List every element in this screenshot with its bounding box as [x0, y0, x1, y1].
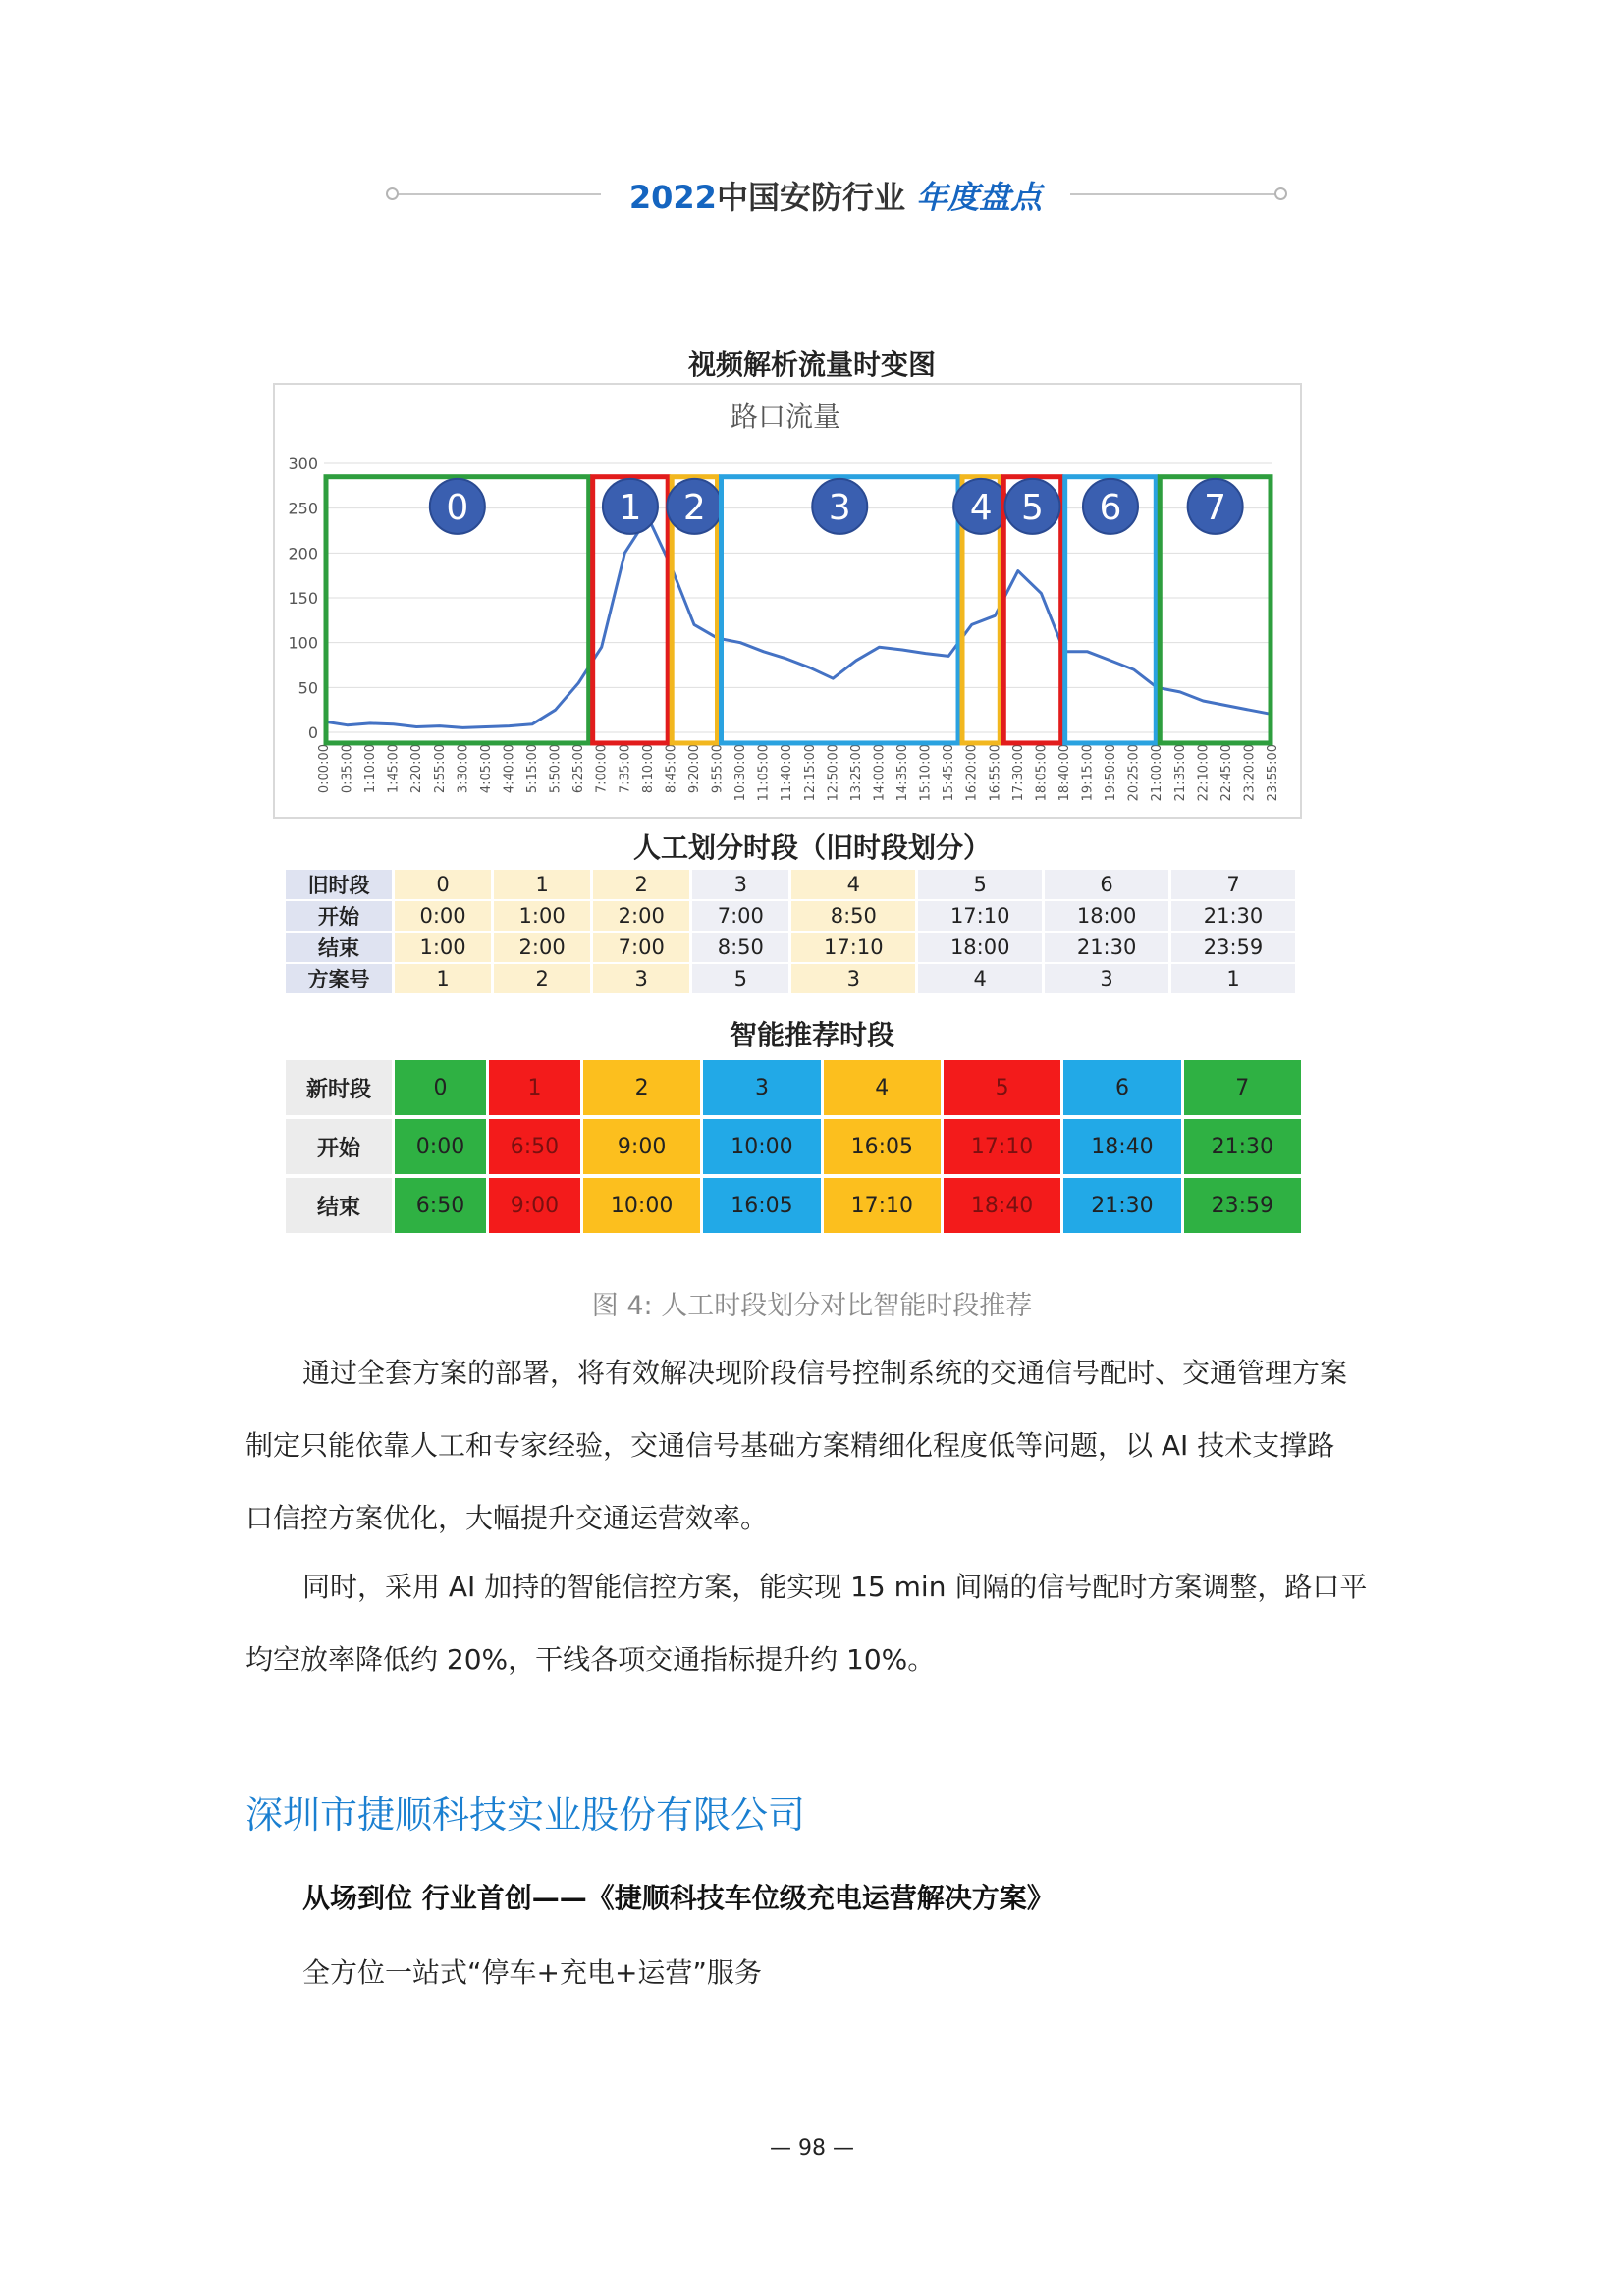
- x-tick-label: 3:30:00: [456, 744, 471, 794]
- segment-badge-label: 4: [969, 487, 993, 528]
- smart-cell: 2: [583, 1060, 700, 1115]
- x-tick-label: 16:55:00: [988, 744, 1003, 802]
- traffic-flow-chart: [273, 383, 1302, 819]
- smart-cell: 23:59: [1184, 1178, 1301, 1233]
- x-tick-label: 6:25:00: [571, 744, 587, 794]
- manual-segment-table: [283, 868, 1298, 995]
- x-tick-label: 16:20:00: [964, 744, 980, 802]
- smart-cell: 16:05: [703, 1178, 820, 1233]
- smart-cell: 0:00: [395, 1119, 486, 1174]
- manual-cell: 17:10: [791, 933, 915, 962]
- paragraph-2-line: 同时，采用 AI 加持的智能信控方案，能实现 15 min 间隔的信号配时方案调整，路口平: [302, 1571, 1368, 1603]
- smart-cell: 21:30: [1184, 1119, 1301, 1174]
- segment-badge-label: 2: [682, 487, 706, 528]
- x-tick-label: 8:45:00: [664, 744, 679, 794]
- y-tick-label: 200: [288, 544, 318, 563]
- x-tick-label: 0:00:00: [317, 744, 332, 794]
- manual-cell: 7:00: [593, 933, 689, 962]
- x-tick-label: 12:50:00: [826, 744, 841, 802]
- x-tick-label: 23:20:00: [1242, 744, 1258, 802]
- manual-cell: 5: [692, 964, 788, 993]
- manual-cell: 21:30: [1045, 933, 1168, 962]
- x-tick-label: 1:45:00: [386, 744, 402, 794]
- smart-row-header: 开始: [286, 1119, 392, 1174]
- header-title: [601, 173, 1070, 218]
- x-tick-label: 15:45:00: [942, 744, 957, 802]
- x-tick-label: 23:55:00: [1266, 744, 1280, 802]
- header-year: 2022: [628, 179, 717, 216]
- manual-cell: 6: [1045, 870, 1168, 899]
- manual-cell: 0:00: [395, 901, 491, 931]
- smart-cell: 9:00: [583, 1119, 700, 1174]
- smart-cell: 16:05: [824, 1119, 941, 1174]
- manual-cell: 2:00: [593, 901, 689, 931]
- x-tick-label: 21:35:00: [1172, 744, 1188, 802]
- smart-cell: 5: [944, 1060, 1060, 1115]
- x-tick-label: 4:05:00: [478, 744, 494, 794]
- manual-cell: 21:30: [1171, 901, 1295, 931]
- smart-cell: 10:00: [583, 1178, 700, 1233]
- smart-segment-table: [283, 1056, 1304, 1237]
- x-tick-label: 19:15:00: [1080, 744, 1096, 802]
- x-tick-label: 20:25:00: [1126, 744, 1142, 802]
- y-tick-label: 100: [288, 633, 318, 653]
- x-tick-label: 21:00:00: [1150, 744, 1165, 802]
- x-tick-label: 2:20:00: [409, 744, 425, 794]
- manual-cell: 23:59: [1171, 933, 1295, 962]
- manual-cell: 18:00: [1045, 901, 1168, 931]
- header-rule-right: [1070, 193, 1276, 195]
- manual-table-row: [286, 870, 1295, 899]
- manual-table-title: 人工划分时段（旧时段划分）: [632, 831, 991, 864]
- manual-cell: 1: [1171, 964, 1295, 993]
- smart-cell: 0: [395, 1060, 486, 1115]
- x-tick-label: 11:05:00: [756, 744, 772, 802]
- x-tick-label: 15:10:00: [918, 744, 934, 802]
- x-tick-label: 13:25:00: [848, 744, 864, 802]
- smart-cell: 1: [489, 1060, 580, 1115]
- x-tick-label: 11:40:00: [780, 744, 795, 802]
- manual-cell: 7: [1171, 870, 1295, 899]
- x-tick-label: 14:00:00: [872, 744, 888, 802]
- manual-cell: 2: [593, 870, 689, 899]
- series-line: [324, 517, 1272, 728]
- smart-cell: 17:10: [944, 1119, 1060, 1174]
- manual-cell: 4: [918, 964, 1042, 993]
- paragraph-1: [245, 1337, 1384, 1555]
- x-tick-label: 12:15:00: [802, 744, 818, 802]
- paragraph-2: [245, 1551, 1384, 1696]
- smart-cell: 9:00: [489, 1178, 580, 1233]
- segment-badge-label: 6: [1099, 487, 1122, 528]
- x-tick-label: 7:35:00: [618, 744, 633, 794]
- paragraph-2-line: 均空放率降低约 20%，干线各项交通指标提升约 10%。: [245, 1643, 936, 1676]
- header-highlight: 年度盘点: [916, 179, 1043, 216]
- smart-cell: 6: [1063, 1060, 1180, 1115]
- x-tick-label: 18:05:00: [1034, 744, 1050, 802]
- paragraph-1-line: 口信控方案优化，大幅提升交通运营效率。: [245, 1502, 769, 1534]
- manual-cell: 5: [918, 870, 1042, 899]
- manual-table-row: [286, 933, 1295, 962]
- manual-cell: 18:00: [918, 933, 1042, 962]
- manual-cell: 8:50: [791, 901, 915, 931]
- manual-cell: 4: [791, 870, 915, 899]
- manual-cell: 17:10: [918, 901, 1042, 931]
- manual-cell: 1:00: [395, 933, 491, 962]
- smart-table-row: [286, 1060, 1301, 1115]
- manual-row-header: 开始: [286, 901, 392, 931]
- smart-table-title: 智能推荐时段: [729, 1019, 894, 1051]
- x-tick-label: 1:10:00: [363, 744, 379, 794]
- manual-cell: 8:50: [692, 933, 788, 962]
- manual-cell: 0: [395, 870, 491, 899]
- smart-cell: 6:50: [489, 1119, 580, 1174]
- x-tick-label: 0:35:00: [340, 744, 355, 794]
- segment-badge-label: 1: [619, 487, 642, 528]
- manual-cell: 2: [494, 964, 590, 993]
- manual-cell: 2:00: [494, 933, 590, 962]
- header-title-text: 中国安防行业: [716, 179, 905, 216]
- segment-badge-label: 7: [1204, 487, 1227, 528]
- manual-row-header: 方案号: [286, 964, 392, 993]
- smart-cell: 4: [824, 1060, 941, 1115]
- smart-cell: 18:40: [944, 1178, 1060, 1233]
- y-tick-label: 300: [288, 454, 318, 473]
- smart-cell: 3: [703, 1060, 820, 1115]
- x-tick-label: 10:30:00: [733, 744, 749, 802]
- y-tick-label: 50: [298, 678, 318, 698]
- manual-cell: 1: [395, 964, 491, 993]
- manual-table-row: [286, 901, 1295, 931]
- smart-cell: 6:50: [395, 1178, 486, 1233]
- segment-badge-label: 5: [1021, 487, 1044, 528]
- x-tick-label: 2:55:00: [432, 744, 448, 794]
- y-tick-label: 0: [307, 723, 318, 742]
- x-tick-label: 22:45:00: [1218, 744, 1234, 802]
- header-dot-right: [1274, 187, 1287, 200]
- smart-cell: 10:00: [703, 1119, 820, 1174]
- manual-cell: 3: [791, 964, 915, 993]
- x-tick-label: 9:20:00: [686, 744, 702, 794]
- x-tick-label: 5:50:00: [548, 744, 564, 794]
- figure-caption: 图 4: 人工时段划分对比智能时段推荐: [591, 1291, 1033, 1321]
- figure-title: 视频解析流量时变图: [687, 348, 936, 381]
- header-rule-left: [393, 193, 601, 195]
- paragraph-1-line: 制定只能依靠人工和专家经验，交通信号基础方案精细化程度低等问题，以 AI 技术支撑路: [245, 1429, 1335, 1462]
- smart-row-header: 结束: [286, 1178, 392, 1233]
- smart-table-row: [286, 1119, 1301, 1174]
- header-dot-left: [386, 187, 399, 200]
- x-tick-label: 8:10:00: [640, 744, 656, 794]
- chart-title: 路口流量: [730, 400, 841, 433]
- company-heading: 深圳市捷顺科技实业股份有限公司: [245, 1793, 806, 1837]
- paragraph-1-line: 通过全套方案的部署，将有效解决现阶段信号控制系统的交通信号配时、交通管理方案: [302, 1357, 1348, 1389]
- segment-badge-label: 0: [446, 487, 469, 528]
- service-line: 全方位一站式“停车+充电+运营”服务: [302, 1956, 762, 1989]
- manual-cell: 7:00: [692, 901, 788, 931]
- smart-row-header: 新时段: [286, 1060, 392, 1115]
- smart-cell: 18:40: [1063, 1119, 1180, 1174]
- manual-cell: 1:00: [494, 901, 590, 931]
- smart-table-row: [286, 1178, 1301, 1233]
- y-tick-label: 250: [288, 499, 318, 518]
- manual-cell: 3: [593, 964, 689, 993]
- manual-row-header: 旧时段: [286, 870, 392, 899]
- y-tick-label: 150: [288, 589, 318, 608]
- x-tick-label: 14:35:00: [895, 744, 911, 802]
- x-tick-label: 19:50:00: [1104, 744, 1119, 802]
- manual-row-header: 结束: [286, 933, 392, 962]
- x-tick-label: 18:40:00: [1056, 744, 1072, 802]
- solution-subheading: 从场到位 行业首创——《捷顺科技车位级充电运营解决方案》: [302, 1882, 1055, 1914]
- page-number: — 98 —: [770, 2136, 854, 2161]
- manual-cell: 3: [1045, 964, 1168, 993]
- manual-table-row: [286, 964, 1295, 993]
- manual-cell: 3: [692, 870, 788, 899]
- smart-cell: 17:10: [824, 1178, 941, 1233]
- x-tick-label: 4:40:00: [502, 744, 517, 794]
- manual-cell: 1: [494, 870, 590, 899]
- x-tick-label: 17:30:00: [1010, 744, 1026, 802]
- segment-badge-label: 3: [828, 487, 851, 528]
- x-tick-label: 22:10:00: [1196, 744, 1212, 802]
- smart-cell: 7: [1184, 1060, 1301, 1115]
- smart-cell: 21:30: [1063, 1178, 1180, 1233]
- x-tick-label: 5:15:00: [525, 744, 541, 794]
- x-tick-label: 7:00:00: [594, 744, 610, 794]
- x-tick-label: 9:55:00: [710, 744, 726, 794]
